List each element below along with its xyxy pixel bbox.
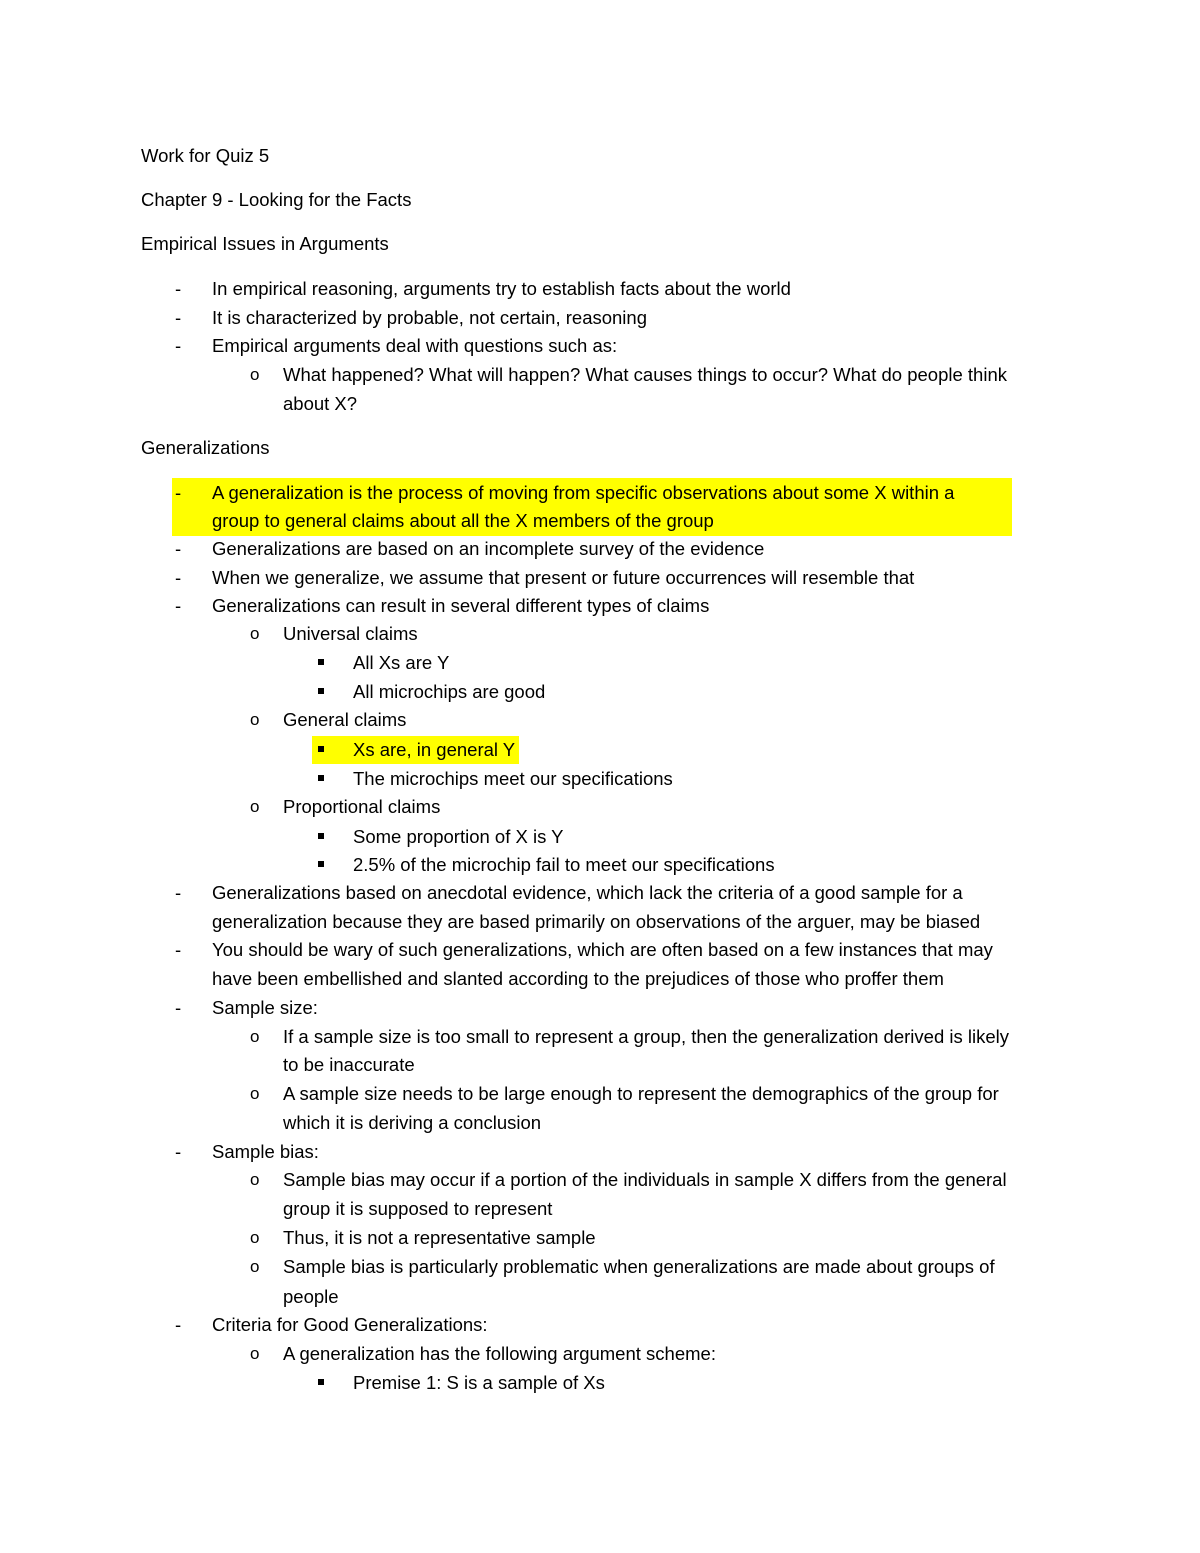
dash-bullet: -	[175, 1314, 182, 1335]
sub-list-item: General claims	[283, 709, 407, 730]
square-bullet-icon	[318, 1379, 324, 1385]
list-item: In empirical reasoning, arguments try to establish facts about the world	[212, 278, 791, 299]
dash-bullet: -	[175, 939, 182, 960]
dash-bullet: -	[175, 278, 182, 299]
circle-bullet: o	[250, 1257, 260, 1276]
definition-prefix: A	[212, 482, 229, 503]
dash-bullet: -	[175, 1141, 182, 1162]
sub-sub-list-item: 2.5% of the microchip fail to meet our specifications	[353, 854, 775, 875]
list-item: It is characterized by probable, not certain, reasoning	[212, 307, 647, 328]
list-item: When we generalize, we assume that present or future occurrences will resemble that	[212, 567, 915, 588]
sub-list-item-cont: about X?	[283, 393, 358, 414]
circle-bullet: o	[250, 1228, 260, 1247]
list-item: Criteria for Good Generalizations:	[212, 1314, 488, 1335]
list-item: Sample bias:	[212, 1141, 319, 1162]
circle-bullet: o	[250, 1027, 260, 1046]
dash-bullet: -	[175, 307, 182, 328]
definition-line-1	[212, 480, 954, 506]
dash-bullet: -	[175, 482, 182, 503]
chapter-heading: Chapter 9 - Looking for the Facts	[141, 189, 412, 210]
circle-bullet: o	[250, 624, 260, 643]
sub-list-item-cont: to be inaccurate	[283, 1054, 415, 1075]
sub-sub-list-item: Premise 1: S is a sample of Xs	[353, 1372, 605, 1393]
square-bullet-icon	[318, 775, 324, 781]
circle-bullet: o	[250, 710, 260, 729]
sub-list-item-cont: which it is deriving a conclusion	[283, 1112, 542, 1133]
sub-list-item: Thus, it is not a representative sample	[283, 1227, 596, 1248]
sub-sub-list-item: The microchips meet our specifications	[353, 768, 673, 789]
circle-bullet: o	[250, 1344, 260, 1363]
list-item: Generalizations can result in several different types of claims	[212, 595, 710, 616]
square-bullet-icon	[318, 833, 324, 839]
dash-bullet: -	[175, 538, 182, 559]
list-item: Generalizations are based on an incomplete survey of the evidence	[212, 538, 765, 559]
sub-list-item: Universal claims	[283, 623, 418, 644]
dash-bullet: -	[175, 882, 182, 903]
square-bullet-icon	[318, 861, 324, 867]
sub-sub-list-item: Some proportion of X is Y	[353, 826, 564, 847]
sub-list-item: A generalization has the following argument scheme:	[283, 1343, 716, 1364]
sub-list-item: A sample size needs to be large enough to represent the demographics of the group for	[283, 1083, 999, 1104]
dash-bullet: -	[175, 595, 182, 616]
definition-text: generalization is the process of moving from specific observations about some X within a	[228, 482, 955, 503]
sub-list-item: If a sample size is too small to represent a group, then the generalization derived is likely	[283, 1026, 1009, 1047]
dash-bullet: -	[175, 567, 182, 588]
sub-list-item-cont: group it is supposed to represent	[283, 1198, 553, 1219]
list-item: You should be wary of such generalizations, which are often based on a few instances that may	[212, 939, 993, 960]
sub-list-item: Proportional claims	[283, 796, 441, 817]
document-title: Work for Quiz 5	[141, 145, 270, 166]
sub-list-item: Sample bias is particularly problematic when generalizations are made about groups of	[283, 1256, 995, 1277]
square-bullet-icon	[318, 688, 324, 694]
list-item: Empirical arguments deal with questions such as:	[212, 335, 618, 356]
square-bullet-icon	[318, 659, 324, 665]
definition-line-2: group to general claims about all the X members of the group	[212, 510, 714, 531]
sub-sub-list-item: Xs are, in general Y	[353, 739, 516, 760]
sub-list-item: What happened? What will happen? What causes things to occur? What do people think	[283, 364, 1007, 385]
square-bullet-icon	[318, 746, 324, 752]
circle-bullet: o	[250, 1170, 260, 1189]
circle-bullet: o	[250, 365, 260, 384]
section-heading-empirical: Empirical Issues in Arguments	[141, 233, 389, 254]
section-heading-generalizations: Generalizations	[141, 437, 270, 458]
sub-list-item-cont: people	[283, 1286, 339, 1307]
list-item-cont: have been embellished and slanted according to the prejudices of those who proffer them	[212, 968, 944, 989]
dash-bullet: -	[175, 997, 182, 1018]
sub-sub-list-item: All microchips are good	[353, 681, 546, 702]
list-item: Generalizations based on anecdotal evidence, which lack the criteria of a good sample for a	[212, 882, 963, 903]
list-item: Sample size:	[212, 997, 318, 1018]
sub-list-item: Sample bias may occur if a portion of the individuals in sample X differs from the general	[283, 1169, 1007, 1190]
dash-bullet: -	[175, 335, 182, 356]
circle-bullet: o	[250, 1084, 260, 1103]
circle-bullet: o	[250, 797, 260, 816]
list-item-cont: generalization because they are based primarily on observations of the arguer, may be biased	[212, 911, 981, 932]
sub-sub-list-item: All Xs are Y	[353, 652, 450, 673]
